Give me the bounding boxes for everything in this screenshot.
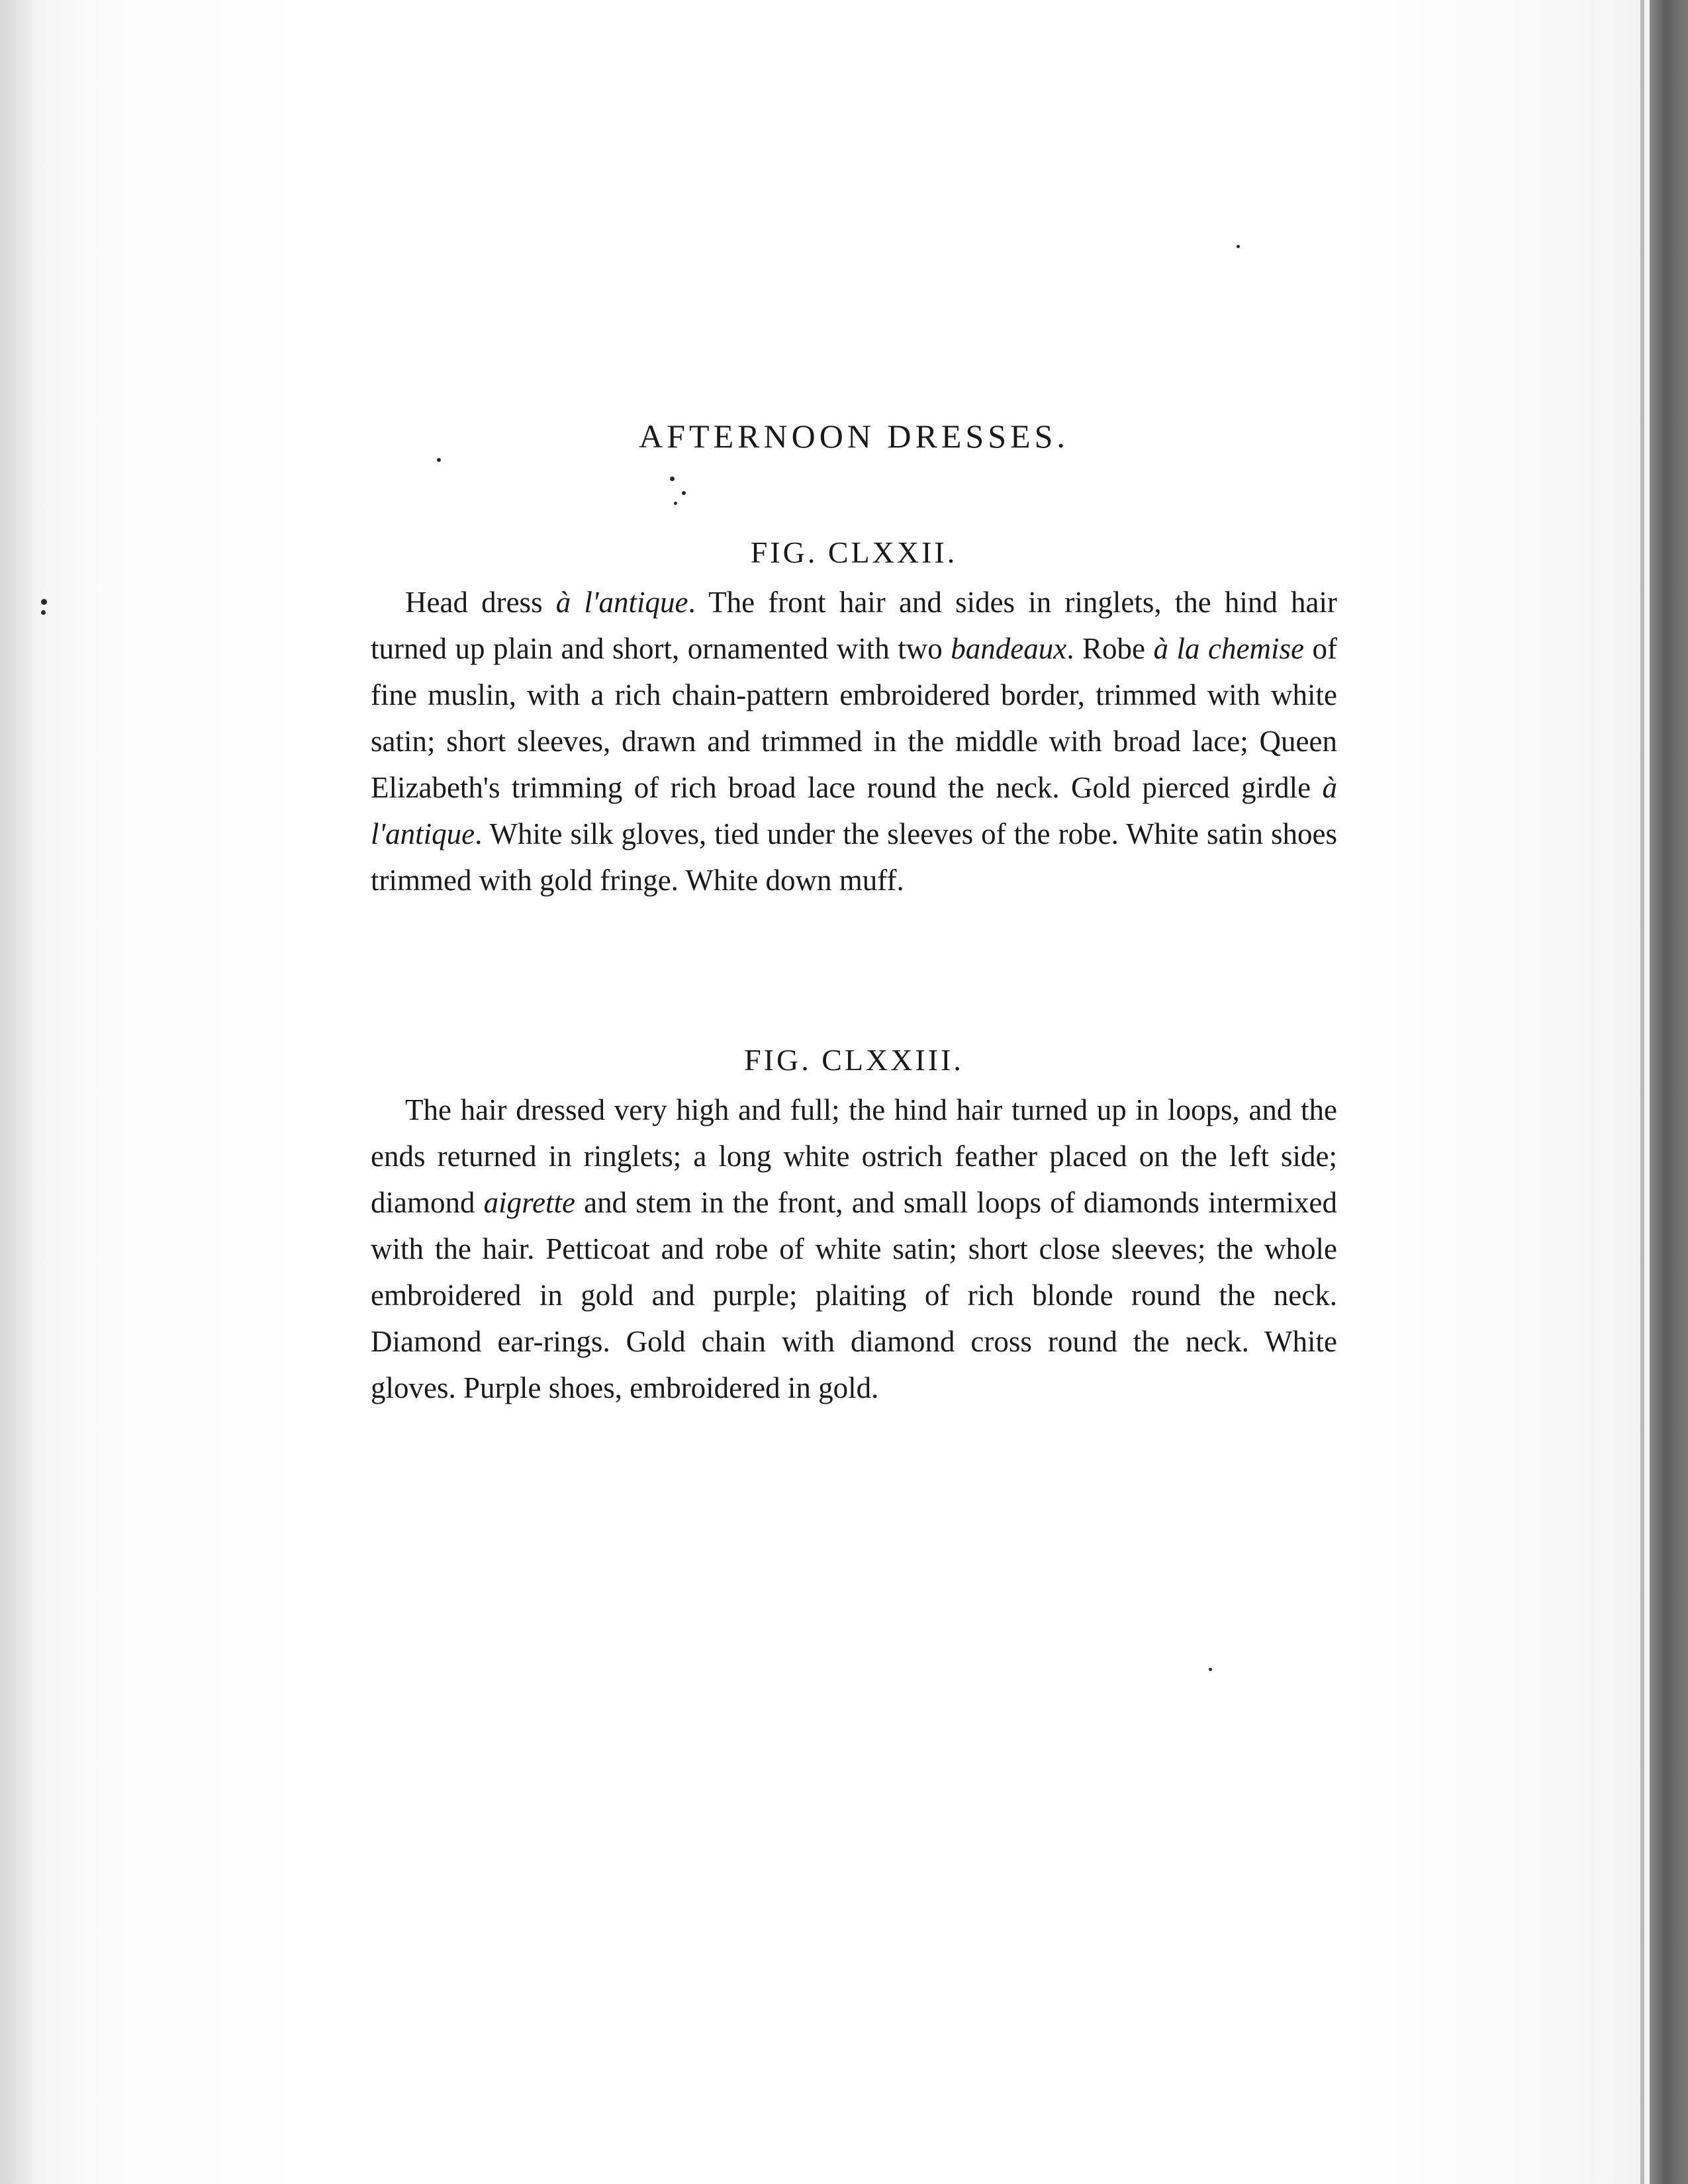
figure-section-1 <box>371 535 1337 903</box>
text-run: and stem in the front, and small loops of diamonds intermixed with the hair. Petticoat and robe of white satin; short close sleeves; the whole embroidered in gold and purple; plaiting of rich blonde round the neck. Diamond ear-rings. Gold chain with diamond cross round the neck. White gloves. Purple shoes, embroidered in gold. <box>371 1186 1338 1404</box>
scan-speck <box>1237 245 1240 248</box>
text-run: of fine muslin, with a rich chain-pattern embroidered border, trimmed with white satin; short sleeves, drawn and trimmed in the middle with broad lace; Queen Elizabeth's trimming of rich broad lace round the neck. Gold pierced girdle <box>371 632 1337 804</box>
italic-term: à la chemise <box>1153 632 1304 665</box>
figure-heading: FIG. CLXXIII. <box>744 1043 964 1077</box>
italic-term: à l'antique <box>371 771 1337 850</box>
text-run: . Robe <box>1066 632 1154 665</box>
page-title: AFTERNOON DRESSES. <box>639 418 1069 455</box>
page-edge-right <box>1650 0 1688 2184</box>
italic-term: aigrette <box>483 1186 575 1219</box>
scan-speck <box>1209 1668 1212 1671</box>
scan-speck <box>41 599 47 605</box>
page-edge-line <box>1640 0 1644 2184</box>
figure-description <box>371 579 1337 903</box>
text-run: Head dress <box>405 586 556 619</box>
scan-speck <box>674 502 677 505</box>
figure-description <box>371 1087 1337 1411</box>
scan-speck <box>670 477 675 481</box>
scan-speck <box>682 491 686 495</box>
italic-term: à l'antique <box>555 586 688 619</box>
figure-heading: FIG. CLXXII. <box>750 535 958 569</box>
italic-term: bandeaux <box>951 632 1067 665</box>
scan-speck <box>41 610 46 615</box>
text-run: The hair dressed very high and full; the hind hair turned up in loops, and the ends returned in ringlets; a long white ostrich feather placed on the left side; diamond <box>371 1093 1337 1219</box>
text-run: . The front hair and sides in ringlets, the hind hair turned up plain and short, ornamented with two <box>371 586 1337 665</box>
scan-shadow-left <box>0 0 40 2184</box>
scan-speck <box>437 458 441 462</box>
text-run: . White silk gloves, tied under the sleeves of the robe. White satin shoes trimmed with gold fringe. White down muff. <box>371 817 1337 897</box>
figure-section-2 <box>371 1042 1337 1411</box>
